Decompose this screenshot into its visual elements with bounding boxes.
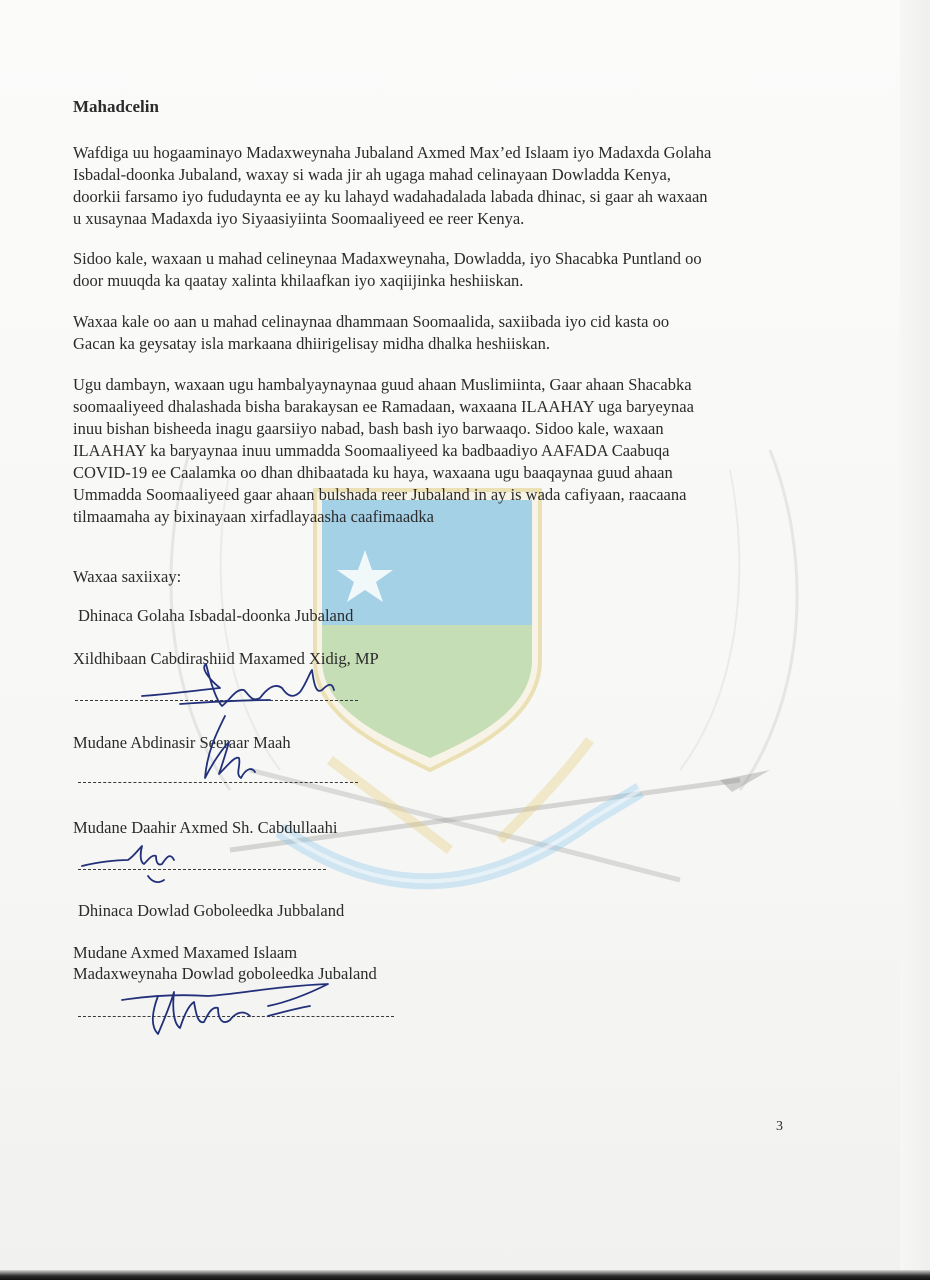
paragraph-4-line-5: COVID-19 ee Caalamka oo dhan dhibaatada ku haya, waxaana ugu baaqaynaa guud ahaan <box>73 463 673 482</box>
paragraph-1-line-3: doorkii farsamo iyo fududaynta ee ay ku lahayd wadahadalada labada dhinac, si gaar ah waxaan <box>73 187 708 206</box>
paragraph-2-line-1: Sidoo kale, waxaan u mahad celineynaa Madaxweynaha, Dowladda, iyo Shacabka Puntland oo <box>73 249 702 268</box>
paragraph-4-line-7: tilmaamaha ay bixinayaan xirfadlayaasha caafimaadka <box>73 507 434 526</box>
signer-2-name: Mudane Abdinasir Seeraar Maah <box>73 733 291 752</box>
paragraph-3-line-1: Waxaa kale oo aan u mahad celinaynaa dhammaan Soomaalida, saxiibada iyo cid kasta oo <box>73 312 670 331</box>
signature-2-scribble <box>195 712 265 787</box>
paragraph-4-line-1: Ugu dambayn, waxaan ugu hambalyaynaynaa guud ahaan Muslimiinta, Gaar ahaan Shacabka <box>73 375 692 394</box>
signature-1-scribble <box>140 660 340 720</box>
paragraph-4-line-4: ILAAHAY ka baryaynaa inuu ummadda Soomaaliyeed ka badbaadiyo AAFADA Caabuqa <box>73 441 670 460</box>
scan-right-margin <box>900 0 930 1270</box>
paragraph-1-line-2: Isbadal-doonka Jubaland, waxay si wada jir ah ugaga mahad celinayaan Dowladda Kenya, <box>73 165 671 184</box>
page-number: 3 <box>776 1119 783 1134</box>
paragraph-4-line-2: soomaaliyeed dhalashada bisha barakaysan ee Ramadaan, waxaana ILAAHAY uga baryeynaa <box>73 397 694 416</box>
signature-3-scribble <box>78 838 188 890</box>
document-heading: Mahadcelin <box>73 97 159 116</box>
signed-by-label: Waxaa saxiixay: <box>73 567 182 586</box>
scan-bottom-edge <box>0 1270 930 1280</box>
paragraph-1-line-1: Wafdiga uu hogaaminayo Madaxweynaha Jubaland Axmed Max’ed Islaam iyo Madaxda Golaha <box>73 143 712 162</box>
signer-4-title: Madaxweynaha Dowlad goboleedka Jubaland <box>73 964 377 983</box>
signer-4-name: Mudane Axmed Maxamed Islaam <box>73 943 298 962</box>
paragraph-3-line-2: Gacan ka geysatay isla markaana dhiirigelisay midha dhalka heshiiskan. <box>73 334 550 353</box>
group-2-title: Dhinaca Dowlad Goboleedka Jubbaland <box>78 901 345 920</box>
paragraph-1-line-4: u xusaynaa Madaxda iyo Siyaasiyiinta Soomaaliyeed ee reer Kenya. <box>73 209 525 228</box>
paragraph-4-line-6: Ummadda Soomaaliyeed gaar ahaan bulshada reer Jubaland in ay is wada cafiyaan, raacaana <box>73 485 687 504</box>
group-1-title: Dhinaca Golaha Isbadal-doonka Jubaland <box>78 606 354 625</box>
paragraph-4-line-3: inuu bishan bisheeda inagu gaarsiiyo nabad, bash bash iyo barwaaqo. Sidoo kale, waxaan <box>73 419 664 438</box>
signer-3-name: Mudane Daahir Axmed Sh. Cabdullaahi <box>73 818 338 837</box>
signature-4-scribble <box>118 976 338 1046</box>
paragraph-2-line-2: door muuqda ka qaatay xalinta khilaafkan iyo xaqiijinka heshiiskan. <box>73 271 524 290</box>
signer-1-name: Xildhibaan Cabdirashiid Maxamed Xidig, MP <box>73 649 379 668</box>
